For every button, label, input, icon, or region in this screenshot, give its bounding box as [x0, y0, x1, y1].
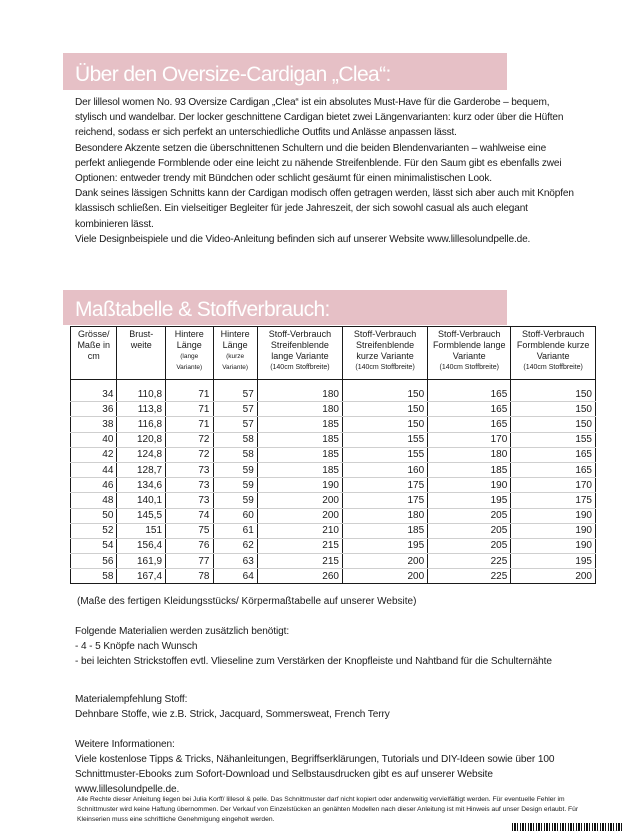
table-cell: 44: [71, 462, 117, 477]
materials-block: [75, 624, 575, 669]
table-cell: 52: [71, 523, 117, 538]
table-cell: 124,8: [117, 447, 166, 462]
column-header-label: Stoff-Verbrauch Formblende kurze Variante: [516, 329, 590, 361]
paragraph: Dank seines lässigen Schnitts kann der Cardigan modisch offen getragen werden, lässt sich aber auch mit Knöpfen klassisch schließen. Ein vielseitiger Begleiter für jede Jahreszeit, der sich sowohl casual als auch elegant kombinieren lässt.: [75, 188, 574, 230]
table-cell: 165: [511, 447, 596, 462]
column-header: [428, 327, 511, 380]
paragraph: Viele Designbeispiele und die Video-Anleitung befinden sich auf unserer Website www.lillesolundpelle.de.: [75, 233, 531, 245]
table-cell: 185: [257, 417, 342, 432]
table-cell: 36: [71, 402, 117, 417]
section-title-about: Über den Oversize-Cardigan „Clea“:: [75, 63, 391, 86]
table-cell: 155: [511, 432, 596, 447]
table-cell: 175: [511, 493, 596, 508]
table-cell: 185: [257, 447, 342, 462]
table-cell: 190: [511, 523, 596, 538]
table-cell: 62: [213, 538, 257, 553]
table-cell: 150: [342, 402, 427, 417]
section-header-band: [63, 53, 507, 90]
table-cell: 61: [213, 523, 257, 538]
table-cell: 180: [428, 447, 511, 462]
table-cell: 150: [511, 387, 596, 402]
barcode: [512, 823, 622, 831]
table-cell: 185: [342, 523, 427, 538]
table-cell: 110,8: [117, 387, 166, 402]
table-cell: 225: [428, 569, 511, 584]
table-cell: 59: [213, 462, 257, 477]
table-cell: [117, 380, 166, 388]
section-header-band: [63, 290, 507, 325]
table-cell: 165: [428, 387, 511, 402]
table-cell: 205: [428, 523, 511, 538]
table-cell: 205: [428, 508, 511, 523]
table-cell: 58: [213, 432, 257, 447]
table-row: [71, 493, 596, 508]
table-cell: 71: [166, 387, 213, 402]
table-cell: 54: [71, 538, 117, 553]
table-cell: [428, 380, 511, 388]
column-header-label: Stoff-Verbrauch Streifenblende lange Variante: [268, 329, 332, 361]
table-cell: [511, 380, 596, 388]
table-cell: 59: [213, 478, 257, 493]
table-cell: 40: [71, 432, 117, 447]
table-cell: 185: [257, 462, 342, 477]
table-cell: 63: [213, 554, 257, 569]
paragraph: Besondere Akzente setzen die überschnittenen Schultern und die beiden Blendenvarianten – wahlweise eine perfekt anliegende Formblende oder eine leicht zu nähende Streifenblende. Für den Saum gibt es ebenfalls zwei Optionen: entweder trendy mit Bündchen oder schlicht gesäumt für einen minimalistischen Look.: [75, 142, 562, 185]
table-cell: 170: [428, 432, 511, 447]
table-cell: 156,4: [117, 538, 166, 553]
table-cell: 58: [71, 569, 117, 584]
table-row: [71, 462, 596, 477]
column-header: [342, 327, 427, 380]
table-cell: 215: [257, 538, 342, 553]
table-cell: 190: [511, 538, 596, 553]
table-header-row: [71, 327, 596, 380]
column-header-caption: (140cm Stoffbreite): [439, 364, 499, 371]
column-header: [257, 327, 342, 380]
table-cell: 57: [213, 402, 257, 417]
table-cell: 150: [342, 387, 427, 402]
column-header-caption: (140cm Stoffbreite): [523, 364, 583, 371]
materials-heading: Folgende Materialien werden zusätzlich benötigt:: [75, 626, 290, 637]
column-header-label: Stoff-Verbrauch Streifenblende kurze Variante: [353, 329, 417, 361]
table-cell: 195: [511, 554, 596, 569]
table-cell: [257, 380, 342, 388]
table-cell: 113,8: [117, 402, 166, 417]
table-row: [71, 432, 596, 447]
table-cell: 200: [342, 554, 427, 569]
table-cell: 72: [166, 447, 213, 462]
column-header-caption: (140cm Stoffbreite): [355, 364, 415, 371]
column-header-label: Hintere Länge: [220, 329, 250, 350]
table-cell: 210: [257, 523, 342, 538]
description-text: [75, 95, 575, 247]
paragraph: Der lillesol women No. 93 Oversize Cardigan „Clea“ ist ein absolutes Must-Have für die Garderobe – bequem, stylisch und wandelbar. Der locker geschnittene Cardigan bietet zwei Längenvarianten: kurz oder über die Hüften reichend, sodass er sich perfekt an unterschiedliche Outfits und Anlässe anpassen lässt.: [75, 97, 564, 139]
table-cell: [342, 380, 427, 388]
table-cell: 78: [166, 569, 213, 584]
info-text: Viele kostenlose Tipps & Tricks, Nähanleitungen, Begriffserklärungen, Tutorials und DIY-Ideen sowie über 100 Schnittmuster-Ebooks zum Sofort-Download und Selbstausdrucken gibt es auf unserer Website www.lillesolundpelle.de.: [75, 754, 555, 795]
table-row: [71, 569, 596, 584]
table-row: [71, 508, 596, 523]
fabric-heading: Materialempfehlung Stoff:: [75, 694, 188, 705]
table-cell: 155: [342, 432, 427, 447]
info-block: [75, 737, 575, 797]
table-cell: 42: [71, 447, 117, 462]
table-cell: 71: [166, 417, 213, 432]
table-cell: 60: [213, 508, 257, 523]
info-heading: Weitere Informationen:: [75, 739, 175, 750]
table-cell: 200: [257, 508, 342, 523]
table-cell: 72: [166, 432, 213, 447]
table-row: [71, 554, 596, 569]
section-title-sizes: Maßtabelle & Stoffverbrauch:: [75, 298, 330, 321]
table-row: [71, 387, 596, 402]
column-header-sub: (lange Variante): [176, 353, 203, 371]
column-header: [511, 327, 596, 380]
materials-line: - 4 - 5 Knöpfe nach Wunsch: [75, 641, 198, 652]
table-cell: 225: [428, 554, 511, 569]
table-row: [71, 523, 596, 538]
table-cell: 56: [71, 554, 117, 569]
table-cell: 200: [511, 569, 596, 584]
table-cell: 167,4: [117, 569, 166, 584]
table-cell: 200: [257, 493, 342, 508]
table-cell: 134,6: [117, 478, 166, 493]
column-header: [166, 327, 213, 380]
table-cell: [71, 380, 117, 388]
table-cell: 205: [428, 538, 511, 553]
table-cell: 185: [428, 462, 511, 477]
table-note: (Maße des fertigen Kleidungsstücks/ Körpermaßtabelle auf unserer Website): [77, 596, 417, 607]
table-cell: 50: [71, 508, 117, 523]
table-cell: 120,8: [117, 432, 166, 447]
table-cell: 165: [428, 417, 511, 432]
table-cell: 260: [257, 569, 342, 584]
table-row: [71, 417, 596, 432]
table-cell: 180: [257, 402, 342, 417]
table-cell: 190: [257, 478, 342, 493]
table-cell: 190: [511, 508, 596, 523]
table-cell: 155: [342, 447, 427, 462]
table-cell: 190: [428, 478, 511, 493]
table-row: [71, 402, 596, 417]
table-cell: 170: [511, 478, 596, 493]
table-cell: 58: [213, 447, 257, 462]
table-cell: 57: [213, 417, 257, 432]
column-header: [213, 327, 257, 380]
table-cell: 77: [166, 554, 213, 569]
table-cell: 180: [257, 387, 342, 402]
column-header-label: Hintere Länge: [174, 329, 204, 350]
table-cell: [213, 380, 257, 388]
size-chart-table: [70, 326, 596, 584]
table-cell: 195: [428, 493, 511, 508]
legal-notice: Alle Rechte dieser Anleitung liegen bei Julia Korff/ lillesol & pelle. Das Schnittmuster darf nicht kopiert oder anderweitig vervielfältigt werden. Für eventuelle Fehler im Schnittmuster wird keine Haftung übernommen. Der Verkauf von Einzelstücken an genähten Modellen nach dieser Anleitung ist mit Hinweis auf unser Design erlaubt. Für Kleinserien muss eine schriftliche Genehmigung eingeholt werden.: [77, 796, 579, 823]
table-cell: 145,5: [117, 508, 166, 523]
table-cell: 128,7: [117, 462, 166, 477]
table-cell: [166, 380, 213, 388]
table-row: [71, 538, 596, 553]
table-cell: 59: [213, 493, 257, 508]
table-cell: 64: [213, 569, 257, 584]
table-cell: 46: [71, 478, 117, 493]
table-row: [71, 478, 596, 493]
table-cell: 161,9: [117, 554, 166, 569]
table-spacer-row: [71, 380, 596, 388]
table-row: [71, 447, 596, 462]
table-cell: 74: [166, 508, 213, 523]
table-cell: 165: [428, 402, 511, 417]
table-cell: 140,1: [117, 493, 166, 508]
table-cell: 185: [257, 432, 342, 447]
table-cell: 175: [342, 493, 427, 508]
column-header: [71, 327, 117, 380]
table-cell: 73: [166, 462, 213, 477]
table-cell: 57: [213, 387, 257, 402]
table-cell: 73: [166, 493, 213, 508]
materials-line: - bei leichten Strickstoffen evtl. Vlieseline zum Verstärken der Knopfleiste und Nahtband für die Schulternähte: [75, 656, 552, 667]
table-cell: 34: [71, 387, 117, 402]
fabric-block: [75, 692, 575, 722]
column-header-caption: (140cm Stoffbreite): [270, 364, 330, 371]
table-cell: 150: [342, 417, 427, 432]
table-cell: 215: [257, 554, 342, 569]
table-cell: 151: [117, 523, 166, 538]
table-cell: 38: [71, 417, 117, 432]
table-cell: 48: [71, 493, 117, 508]
column-header-label: Brust-weite: [129, 329, 154, 350]
table-cell: 195: [342, 538, 427, 553]
table-cell: 160: [342, 462, 427, 477]
table-cell: 200: [342, 569, 427, 584]
column-header-label: Stoff-Verbrauch Formblende lange Variante: [432, 329, 506, 361]
fabric-text: Dehnbare Stoffe, wie z.B. Strick, Jacquard, Sommersweat, French Terry: [75, 709, 390, 720]
table-cell: 116,8: [117, 417, 166, 432]
table-cell: 75: [166, 523, 213, 538]
table-cell: 180: [342, 508, 427, 523]
table-cell: 175: [342, 478, 427, 493]
table-cell: 71: [166, 402, 213, 417]
table-cell: 165: [511, 462, 596, 477]
table-cell: 150: [511, 417, 596, 432]
table-cell: 150: [511, 402, 596, 417]
column-header-label: Grösse/ Maße in cm: [77, 329, 110, 361]
column-header-sub: (kurze Variante): [222, 353, 249, 371]
table-cell: 73: [166, 478, 213, 493]
table-cell: 76: [166, 538, 213, 553]
column-header: [117, 327, 166, 380]
